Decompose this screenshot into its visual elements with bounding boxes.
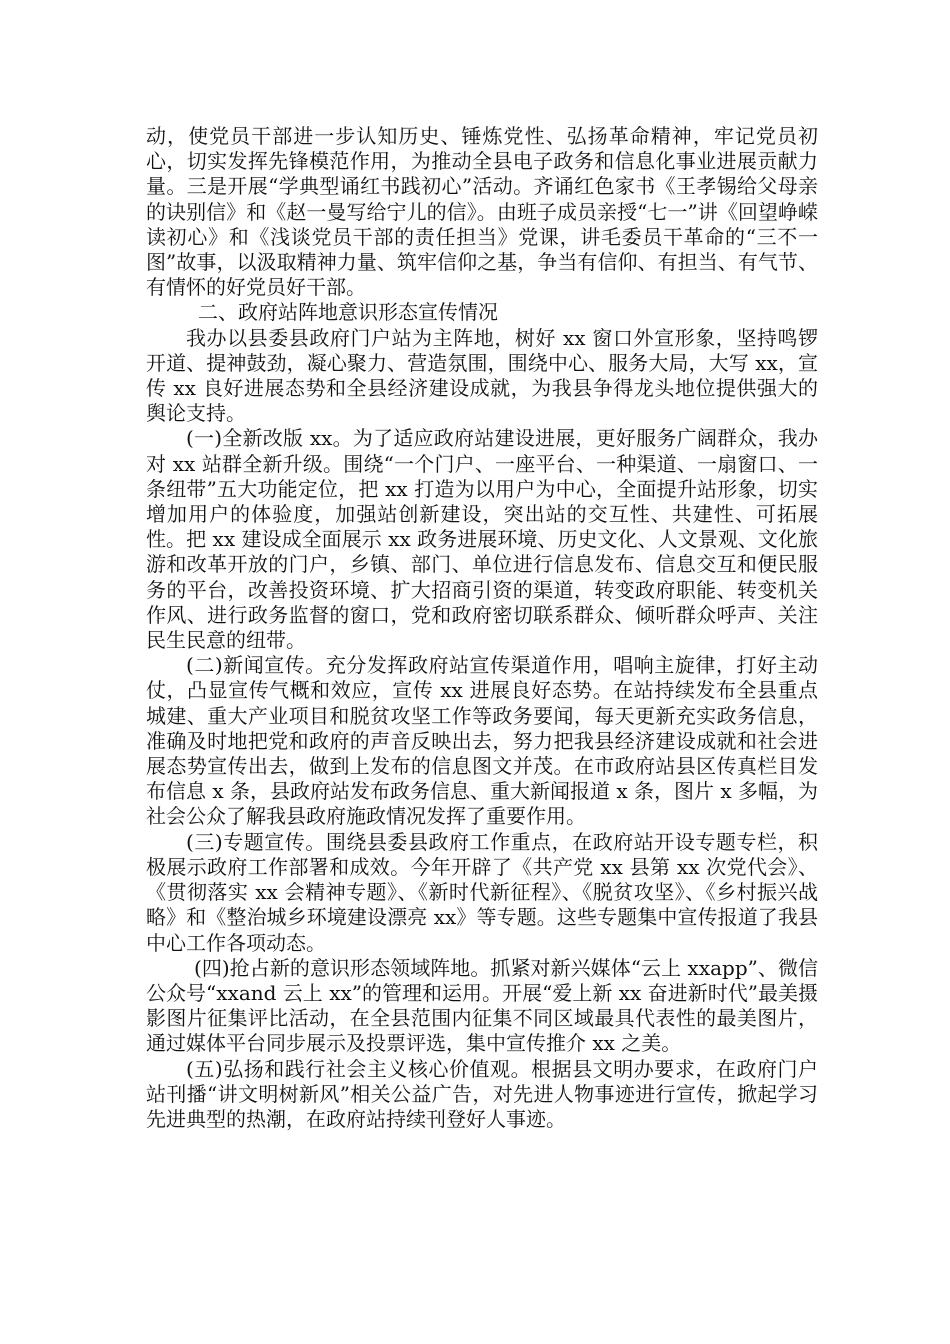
paragraph-item-2: (二)新闻宣传。充分发挥政府站宣传渠道作用，唱响主旋律，打好主动仗，凸显宣传气概和效应，宣传 xx 进展良好态势。在站持续发布全县重点城建、重大产业项目和脱贫攻坚工作等政务要闻，每天更新充实政务信息，准确及时地把党和政府的声音反映出去，努力把我县经济建设成就和社会进展态势宣传出去，做到上发布的信息图文并茂。在市政府站县区传真栏目发布信息 x 条，县政府站发布政务信息、重大新闻报道 x 条，图片 x 多幅，为社会公众了解我县政府施政情况发挥了重要作用。	[146, 653, 818, 829]
document-page	[146, 124, 818, 1132]
paragraph-continuation: 动，使党员干部进一步认知历史、锤炼党性、弘扬革命精神，牢记党员初心，切实发挥先锋模范作用，为推动全县电子政务和信息化事业进展贡献力量。三是开展“学典型诵红书践初心”活动。齐诵红色家书《王孝锡给父母亲的诀别信》和《赵一曼写给宁儿的信》。由班子成员亲授“七一”讲《回望峥嵘读初心》和《浅谈党员干部的责任担当》党课，讲毛委员干革命的“三不一图”故事，以汲取精神力量、筑牢信仰之基，争当有信仰、有担当、有气节、有情怀的好党员好干部。	[146, 124, 818, 300]
paragraph-intro: 我办以县委县政府门户站为主阵地，树好 xx 窗口外宣形象，坚持鸣锣开道、提神鼓劲，凝心聚力、营造氛围，围绕中心、服务大局，大写 xx，宣传 xx 良好进展态势和全县经济建设成就，为我县争得龙头地位提供强大的舆论支持。	[146, 325, 818, 426]
paragraph-item-5: (五)弘扬和践行社会主义核心价值观。根据县文明办要求，在政府门户站刊播“讲文明树新风”相关公益广告，对先进人物事迹进行宣传，掀起学习先进典型的热潮，在政府站持续刊登好人事迹。	[146, 1056, 818, 1131]
paragraph-item-4: (四)抢占新的意识形态领域阵地。抓紧对新兴媒体“云上 xxapp”、微信公众号“xxand 云上 xx”的管理和运用。开展“爱上新 xx 奋进新时代”最美摄影图片征集评比活动，在全县范围内征集不同区域最具代表性的最美图片，通过媒体平台同步展示及投票评选，集中宣传推介 xx 之美。	[146, 955, 818, 1056]
section-heading-2: 二、政府站阵地意识形态宣传情况	[198, 300, 498, 325]
paragraph-item-3: (三)专题宣传。围绕县委县政府工作重点，在政府站开设专题专栏，积极展示政府工作部署和成效。今年开辟了《共产党 xx 县第 xx 次党代会》、《贯彻落实 xx 会精神专题》、《新时代新征程》、《脱贫攻坚》、《乡村振兴战略》和《整治城乡环境建设漂亮 xx》等专题。这些专题集中宣传报道了我县中心工作各项动态。	[146, 829, 818, 955]
paragraph-item-1: (一)全新改版 xx。为了适应政府站建设进展，更好服务广阔群众，我办对 xx 站群全新升级。围绕“一个门户、一座平台、一种渠道、一扇窗口、一条纽带”五大功能定位，把 xx 打造为以用户为中心，全面提升站形象，切实增加用户的体验度，加强站创新建设，突出站的交互性、共建性、可拓展性。把 xx 建设成全面展示 xx 政务进展环境、历史文化、人文景观、文化旅游和改革开放的门户，乡镇、部门、单位进行信息发布、信息交互和便民服务的平台，改善投资环境、扩大招商引资的渠道，转变政府职能、转变机关作风、进行政务监督的窗口，党和政府密切联系群众、倾听群众呼声、关注民生民意的纽带。	[146, 426, 818, 653]
